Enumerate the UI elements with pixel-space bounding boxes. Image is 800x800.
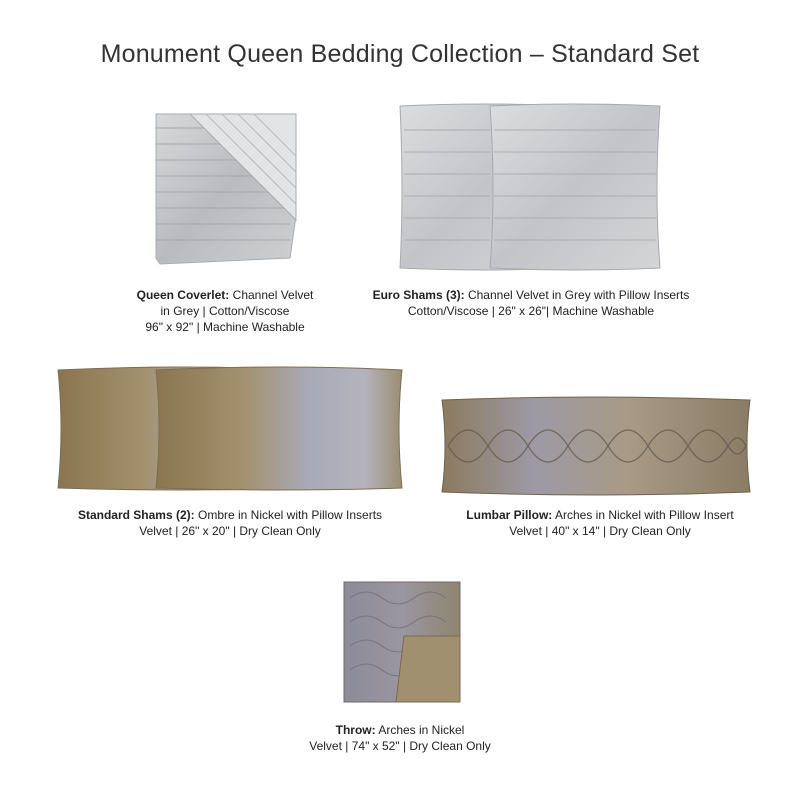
throw-line-1: Arches in Nickel [378,723,465,737]
euro-shams-line-2: Cotton/Viscose | 26" x 26"| Machine Washable [407,304,655,318]
throw-caption [250,722,550,754]
lumbar-pillow-image [438,394,754,498]
throw-name: Throw: [335,723,376,737]
queen-coverlet-line-2: in Grey | Cotton/Viscose [160,304,290,318]
standard-shams-image [54,364,406,494]
lumbar-pillow-caption [430,507,770,539]
lumbar-pillow-line-1: Arches in Nickel with Pillow Insert [554,508,734,522]
standard-shams-caption [50,507,410,539]
queen-coverlet-line-1: Channel Velvet [232,288,314,302]
queen-coverlet-name: Queen Coverlet: [136,288,230,302]
lumbar-pillow-line-2: Velvet | 40" x 14" | Dry Clean Only [509,524,691,538]
throw-image [340,578,464,706]
throw-line-2: Velvet | 74" x 52" | Dry Clean Only [309,739,491,753]
euro-shams-name: Euro Shams (3): [372,288,465,302]
standard-shams-name: Standard Shams (2): [77,508,195,522]
euro-shams-caption [356,287,706,319]
queen-coverlet-line-3: 96" x 92" | Machine Washable [145,320,305,334]
standard-shams-line-2: Velvet | 26" x 20" | Dry Clean Only [139,524,321,538]
queen-coverlet-image [150,108,300,270]
euro-shams-image [396,100,666,276]
lumbar-pillow-name: Lumbar Pillow: [466,508,553,522]
standard-shams-line-1: Ombre in Nickel with Pillow Inserts [197,508,383,522]
queen-coverlet-caption [110,287,340,335]
euro-shams-line-1: Channel Velvet in Grey with Pillow Inserts [467,288,690,302]
page-title: Monument Queen Bedding Collection – Standard Set [100,40,700,68]
